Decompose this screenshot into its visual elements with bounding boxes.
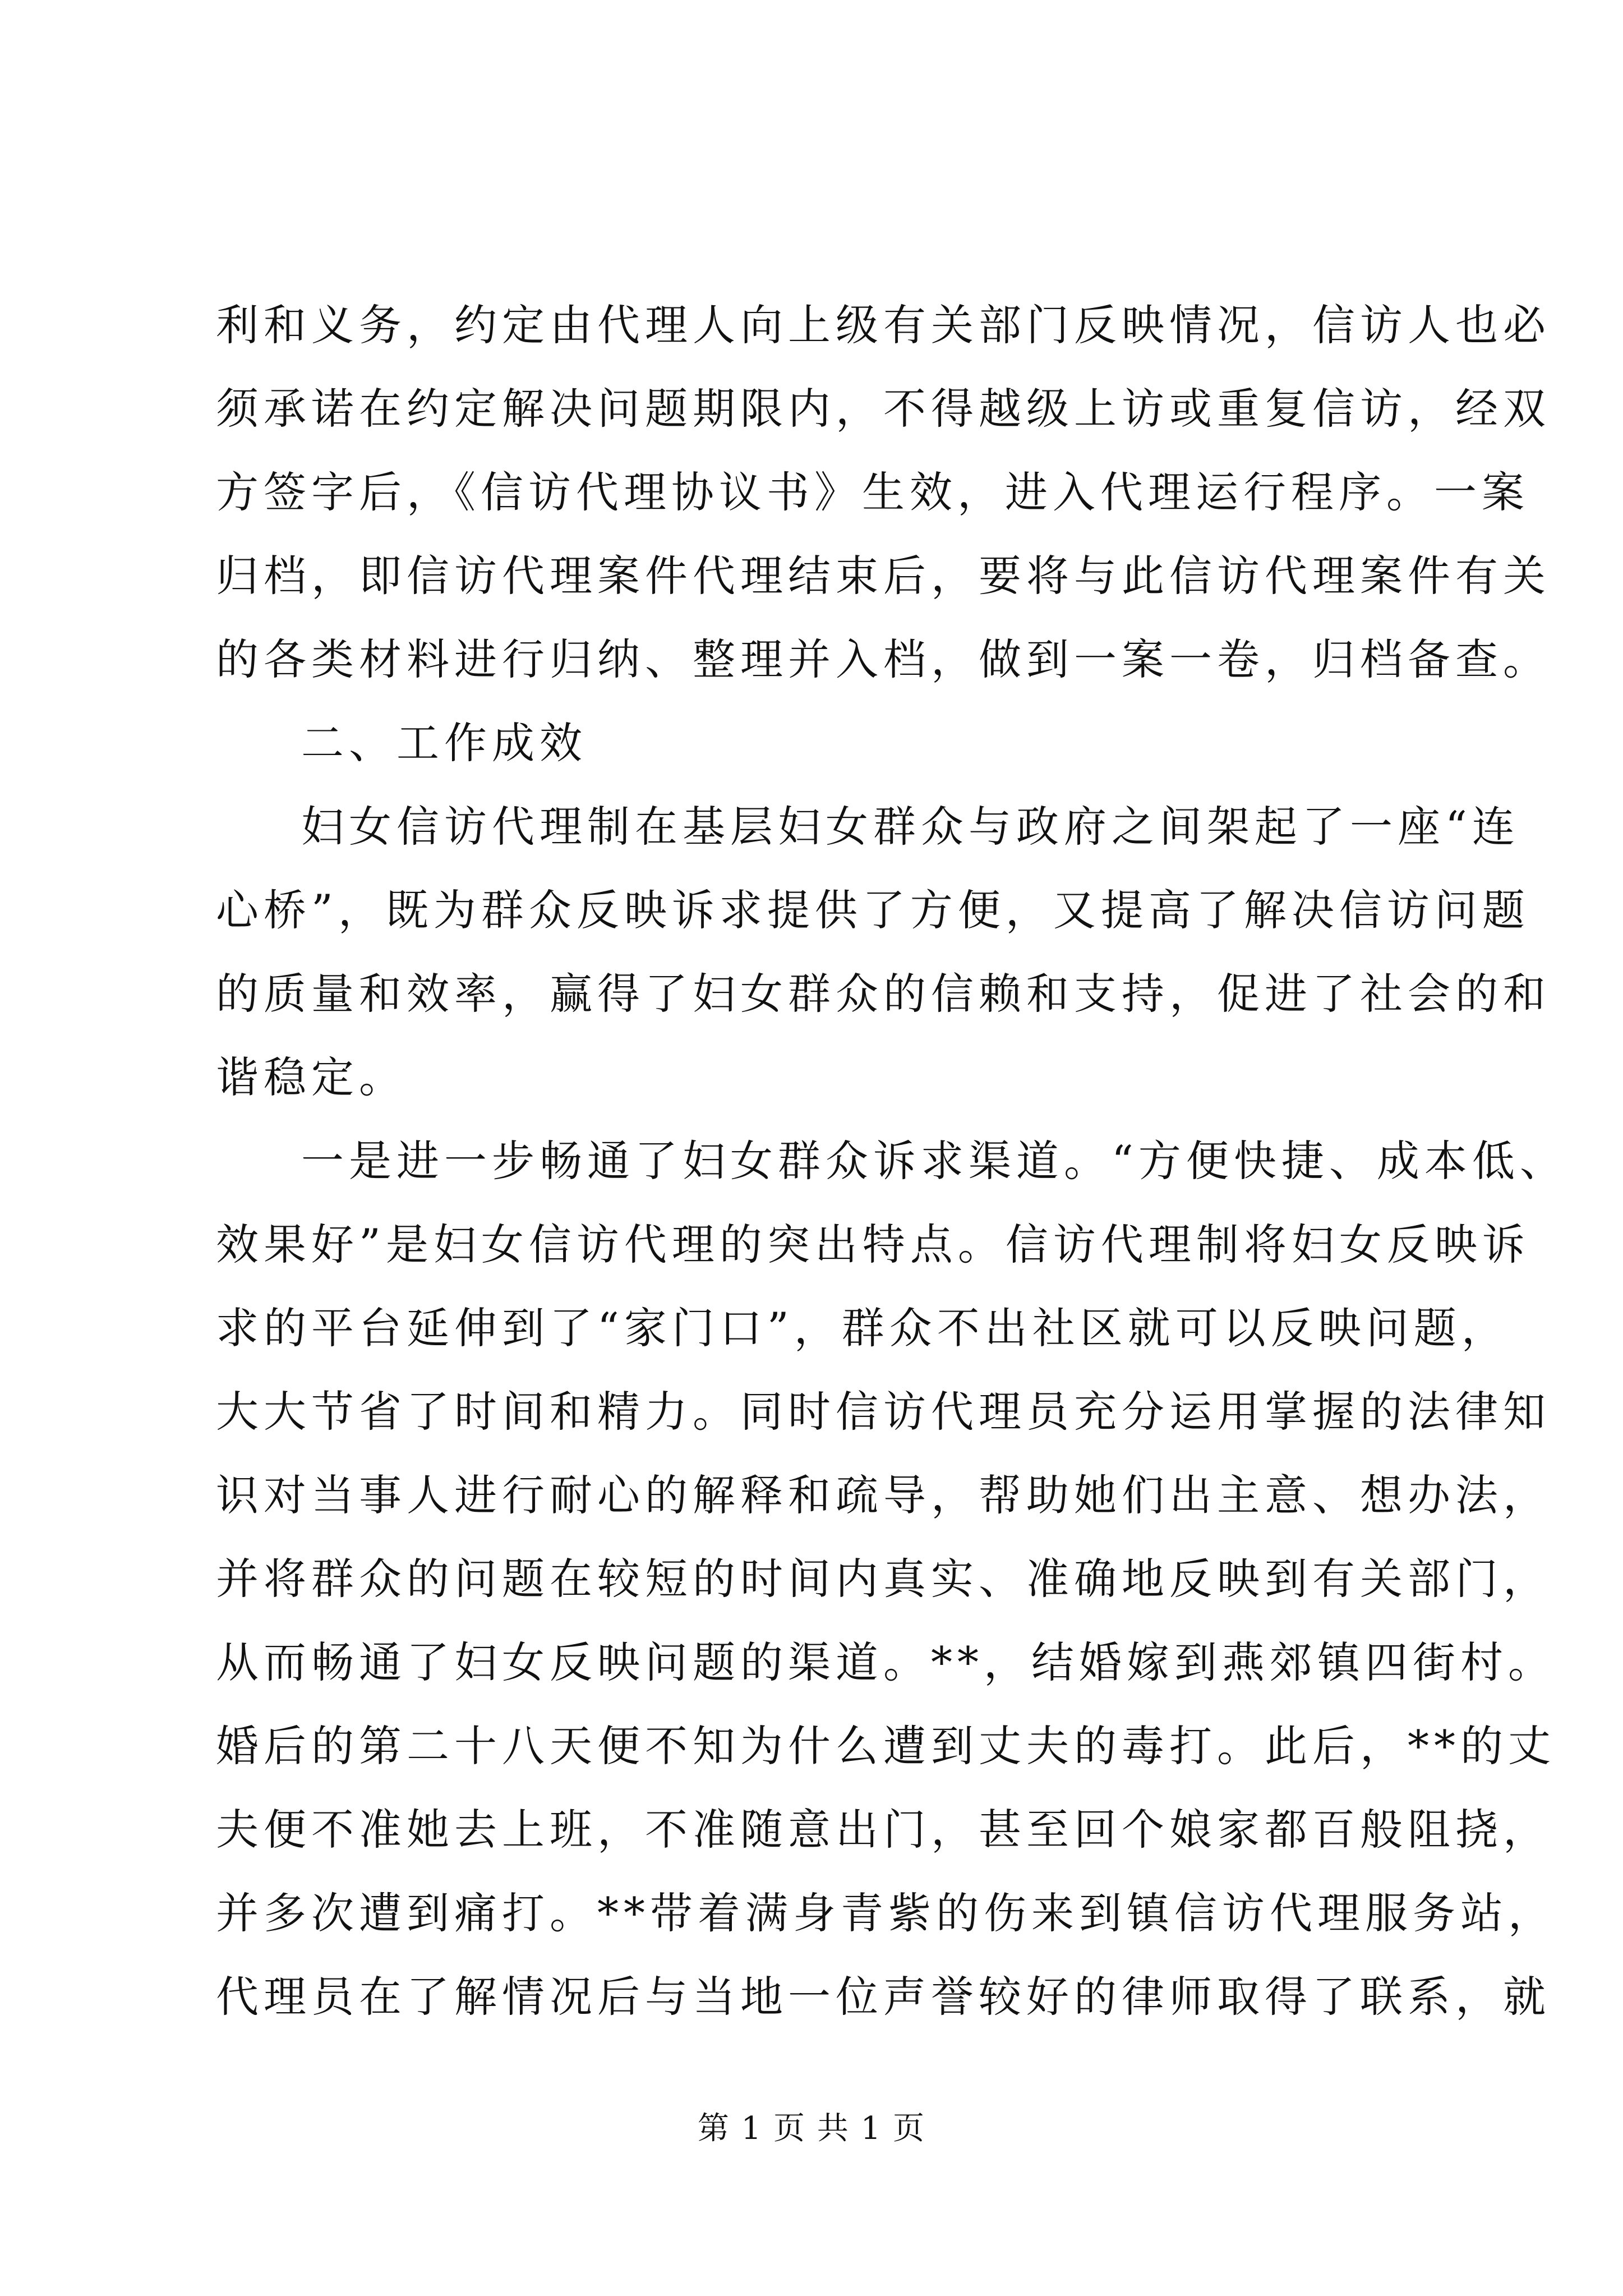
body-line: 夫便不准她去上班，不准随意出门，甚至回个娘家都百般阻挠， [216, 1805, 1551, 1855]
body-line: 大大节省了时间和精力。同时信访代理员充分运用掌握的法律知 [216, 1387, 1551, 1437]
body-line: 的各类材料进行归纳、整理并入档，做到一案一卷，归档备查。 [216, 634, 1551, 684]
body-line: 并将群众的问题在较短的时间内真实、准确地反映到有关部门， [216, 1554, 1551, 1604]
body-line: 婚后的第二十八天便不知为什么遭到丈夫的毒打。此后，**的丈 [216, 1721, 1556, 1771]
body-line: 并多次遭到痛打。**带着满身青紫的伤来到镇信访代理服务站， [216, 1888, 1556, 1938]
body-line: 求的平台延伸到了“家门口”，群众不出社区就可以反映问题， [216, 1303, 1509, 1353]
body-line: 归档，即信访代理案件代理结束后，要将与此信访代理案件有关 [216, 551, 1551, 601]
body-line: 识对当事人进行耐心的解释和疏导，帮助她们出主意、想办法， [216, 1470, 1551, 1520]
body-line: 心桥”，既为群众反映诉求提供了方便，又提高了解决信访问题 [216, 885, 1530, 935]
body-line: 一是进一步畅通了妇女群众诉求渠道。“方便快捷、成本低、 [301, 1136, 1567, 1186]
body-line: 须承诺在约定解决问题期限内，不得越级上访或重复信访，经双 [216, 384, 1551, 434]
section-heading: 二、工作成效 [301, 718, 587, 768]
body-line: 谐稳定。 [216, 1052, 407, 1102]
body-line: 从而畅通了妇女反映问题的渠道。**，结婚嫁到燕郊镇四街村。 [216, 1637, 1556, 1687]
body-line: 方签字后，《信访代理协议书》生效，进入代理运行程序。一案 [216, 467, 1529, 517]
body-line: 的质量和效率，赢得了妇女群众的信赖和支持，促进了社会的和 [216, 969, 1551, 1019]
body-line: 利和义务，约定由代理人向上级有关部门反映情况，信访人也必 [216, 300, 1551, 350]
body-line: 妇女信访代理制在基层妇女群众与政府之间架起了一座“连 [301, 802, 1520, 852]
body-line: 代理员在了解情况后与当地一位声誉较好的律师取得了联系，就 [216, 1972, 1551, 2022]
page-number-footer: 第 1 页 共 1 页 [697, 2110, 926, 2147]
body-line: 效果好”是妇女信访代理的突出特点。信访代理制将妇女反映诉 [216, 1220, 1530, 1269]
